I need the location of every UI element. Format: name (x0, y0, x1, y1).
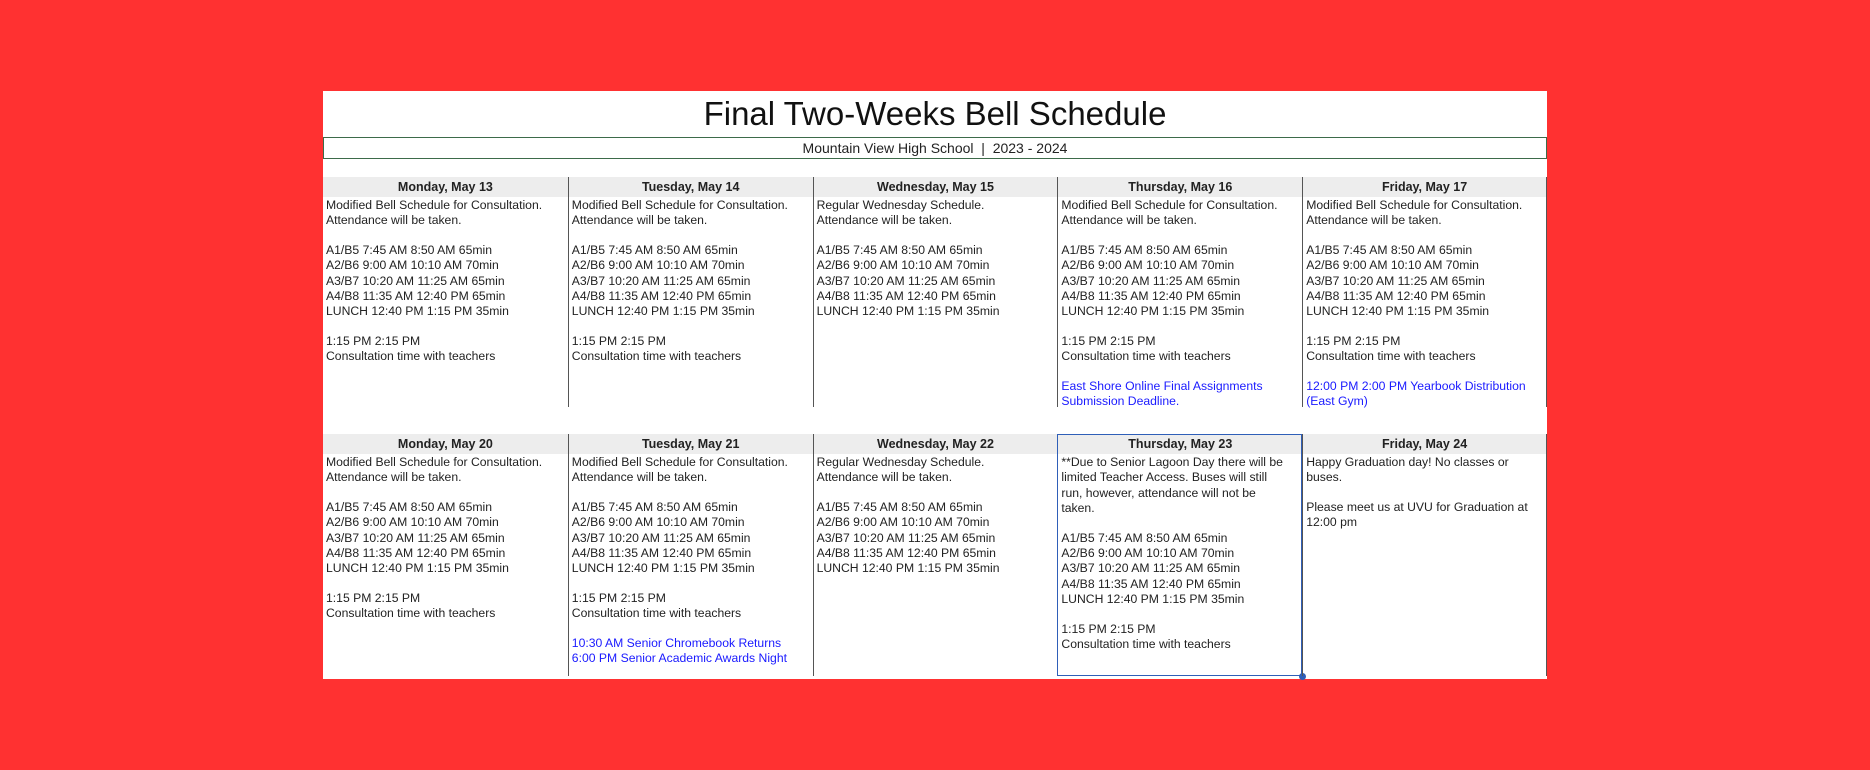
event-note-text: 12:00 PM 2:00 PM Yearbook Distribution (East Gym) (1306, 378, 1526, 409)
day-intro-text: Regular Wednesday Schedule. Attendance will be taken. (816, 198, 985, 228)
page-subtitle: Mountain View High School | 2023 - 2024 (323, 137, 1547, 159)
spacer (326, 229, 565, 243)
bell-periods-text: A1/B5 7:45 AM 8:50 AM 65min A2/B6 9:00 AM 10:10 AM 70min A3/B7 10:20 AM 11:25 AM 65min A4/B8 11:35 AM 12:40 PM 65min LUNCH 12:40 PM 1:15 PM 35min (816, 242, 1000, 319)
consultation-text: 1:15 PM 2:15 PM Consultation time with teachers (1061, 621, 1231, 652)
bell-periods-text: A1/B5 7:45 AM 8:50 AM 65min A2/B6 9:00 AM 10:10 AM 70min A3/B7 10:20 AM 11:25 AM 65min A4/B8 11:35 AM 12:40 PM 65min LUNCH 12:40 PM 1:15 PM 35min (1061, 242, 1245, 319)
day-body (1303, 197, 1546, 409)
consultation-text: 1:15 PM 2:15 PM Consultation time with teachers (1061, 333, 1231, 364)
event-note-text: 10:30 AM Senior Chromebook Returns 6:00 PM Senior Academic Awards Night (571, 635, 787, 666)
day-cell[interactable] (568, 177, 813, 407)
day-intro-text: Happy Graduation day! No classes or buses. (1306, 455, 1509, 485)
day-body (814, 197, 1058, 320)
bell-periods-text: A1/B5 7:45 AM 8:50 AM 65min A2/B6 9:00 AM 10:10 AM 70min A3/B7 10:20 AM 11:25 AM 65min A4/B8 11:35 AM 12:40 PM 65min LUNCH 12:40 PM 1:15 PM 35min (1061, 530, 1245, 607)
day-intro-text: Modified Bell Schedule for Consultation. Attendance will be taken. (1061, 198, 1278, 228)
day-body (323, 454, 568, 622)
day-header: Wednesday, May 22 (814, 434, 1058, 454)
page-title: Final Two-Weeks Bell Schedule (703, 95, 1167, 132)
day-body (1058, 454, 1302, 652)
bell-periods-text: A1/B5 7:45 AM 8:50 AM 65min A2/B6 9:00 AM 10:10 AM 70min A3/B7 10:20 AM 11:25 AM 65min A4/B8 11:35 AM 12:40 PM 65min LUNCH 12:40 PM 1:15 PM 35min (571, 499, 755, 576)
day-cell[interactable] (1302, 177, 1547, 407)
schedule-sheet (323, 91, 1547, 679)
bell-periods-text: A1/B5 7:45 AM 8:50 AM 65min A2/B6 9:00 AM 10:10 AM 70min A3/B7 10:20 AM 11:25 AM 65min A4/B8 11:35 AM 12:40 PM 65min LUNCH 12:40 PM 1:15 PM 35min (1306, 242, 1490, 319)
consultation-text: 1:15 PM 2:15 PM Consultation time with teachers (326, 333, 496, 364)
spacer (326, 320, 565, 334)
spacer (572, 486, 810, 500)
day-cell[interactable] (813, 434, 1058, 676)
bell-periods-text: A1/B5 7:45 AM 8:50 AM 65min A2/B6 9:00 AM 10:10 AM 70min A3/B7 10:20 AM 11:25 AM 65min A4/B8 11:35 AM 12:40 PM 65min LUNCH 12:40 PM 1:15 PM 35min (571, 242, 755, 319)
day-cell[interactable] (568, 434, 813, 676)
event-note-text: East Shore Online Final Assignments Submission Deadline. (1061, 378, 1263, 409)
spacer (1061, 608, 1299, 622)
day-body (569, 197, 813, 365)
day-header: Friday, May 24 (1303, 434, 1546, 454)
spacer (572, 229, 810, 243)
day-body (1058, 197, 1302, 409)
day-header: Thursday, May 16 (1058, 177, 1302, 197)
spacer (1306, 229, 1543, 243)
day-cell[interactable] (813, 177, 1058, 407)
spacer (1306, 320, 1543, 334)
day-cell[interactable] (323, 177, 568, 407)
day-body (814, 454, 1058, 577)
day-body (569, 454, 813, 666)
day-intro-text: Modified Bell Schedule for Consultation. Attendance will be taken. (571, 198, 788, 228)
day-header: Monday, May 20 (323, 434, 568, 454)
day-cell[interactable] (323, 434, 568, 676)
day-header: Wednesday, May 15 (814, 177, 1058, 197)
day-cell[interactable] (1057, 434, 1302, 676)
consultation-text: 1:15 PM 2:15 PM Consultation time with teachers (326, 590, 496, 621)
spacer (1061, 517, 1299, 531)
spacer (572, 577, 810, 591)
spacer (817, 486, 1055, 500)
week-row (323, 177, 1547, 407)
spacer (572, 622, 810, 636)
bell-periods-text: Please meet us at UVU for Graduation at 12:00 pm (1306, 499, 1528, 530)
day-body (1303, 454, 1546, 531)
bell-periods-text: A1/B5 7:45 AM 8:50 AM 65min A2/B6 9:00 AM 10:10 AM 70min A3/B7 10:20 AM 11:25 AM 65min A4/B8 11:35 AM 12:40 PM 65min LUNCH 12:40 PM 1:15 PM 35min (326, 499, 509, 576)
spacer (1061, 365, 1299, 379)
consultation-text: 1:15 PM 2:15 PM Consultation time with teachers (571, 590, 742, 621)
day-header: Thursday, May 23 (1058, 434, 1302, 454)
spacer (326, 486, 565, 500)
day-intro-text: Modified Bell Schedule for Consultation. Attendance will be taken. (326, 455, 543, 485)
day-header: Monday, May 13 (323, 177, 568, 197)
consultation-text: 1:15 PM 2:15 PM Consultation time with teachers (1306, 333, 1476, 364)
bell-periods-text: A1/B5 7:45 AM 8:50 AM 65min A2/B6 9:00 AM 10:10 AM 70min A3/B7 10:20 AM 11:25 AM 65min A4/B8 11:35 AM 12:40 PM 65min LUNCH 12:40 PM 1:15 PM 35min (326, 242, 509, 319)
day-intro-text: Modified Bell Schedule for Consultation. Attendance will be taken. (326, 198, 543, 228)
spacer (1061, 229, 1299, 243)
consultation-text: 1:15 PM 2:15 PM Consultation time with teachers (571, 333, 742, 364)
day-intro-text: Modified Bell Schedule for Consultation. Attendance will be taken. (571, 455, 788, 485)
spacer (1061, 320, 1299, 334)
week-row (323, 434, 1547, 676)
day-intro-text: Regular Wednesday Schedule. Attendance will be taken. (816, 455, 985, 485)
day-header: Tuesday, May 14 (569, 177, 813, 197)
day-header: Tuesday, May 21 (569, 434, 813, 454)
spacer (572, 320, 810, 334)
spacer (817, 229, 1055, 243)
spacer (1306, 365, 1543, 379)
day-header: Friday, May 17 (1303, 177, 1546, 197)
day-body (323, 197, 568, 365)
day-intro-text: Modified Bell Schedule for Consultation. Attendance will be taken. (1306, 198, 1523, 228)
spacer (326, 577, 565, 591)
bell-periods-text: A1/B5 7:45 AM 8:50 AM 65min A2/B6 9:00 AM 10:10 AM 70min A3/B7 10:20 AM 11:25 AM 65min A4/B8 11:35 AM 12:40 PM 65min LUNCH 12:40 PM 1:15 PM 35min (816, 499, 1000, 576)
day-cell[interactable] (1057, 177, 1302, 407)
day-intro-text: **Due to Senior Lagoon Day there will be limited Teacher Access. Buses will still run, however, attendance will not be taken. (1061, 455, 1283, 516)
spacer (1306, 486, 1543, 500)
day-cell[interactable] (1302, 434, 1547, 676)
